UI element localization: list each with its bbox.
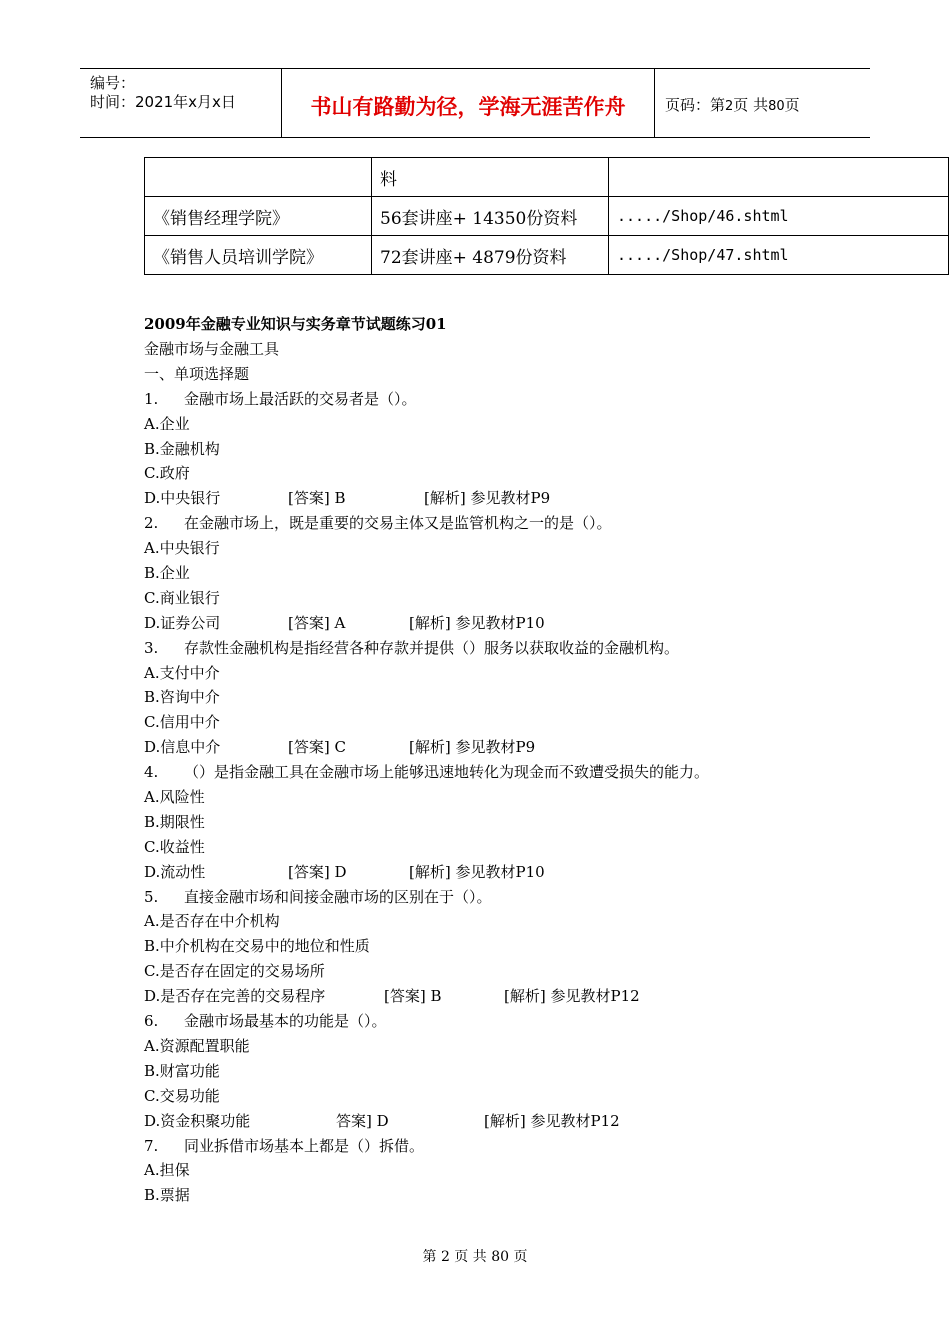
option: B.中介机构在交易中的地位和性质 xyxy=(144,937,370,956)
table-cell: 《销售经理学院》 xyxy=(145,197,372,236)
header-page-cell xyxy=(655,69,870,137)
section-title: 一、单项选择题 xyxy=(144,364,250,383)
answer: 答案] D xyxy=(336,1111,389,1130)
table-cell-link: ...../Shop/46.shtml xyxy=(609,197,949,236)
chapter-title: 金融市场与金融工具 xyxy=(144,340,280,358)
table-cell: 料 xyxy=(372,158,609,197)
question-text: 金融市场最基本的功能是（）。 xyxy=(184,1012,387,1031)
question xyxy=(144,636,904,661)
analysis: [解析] 参见教材P9 xyxy=(409,738,536,757)
option: A.风险性 xyxy=(144,788,205,807)
answer: [答案] B xyxy=(288,489,346,508)
analysis: [解析] 参见教材P10 xyxy=(409,862,545,881)
answer: [答案] C xyxy=(288,738,346,757)
question-number: 7. xyxy=(144,1136,159,1155)
question xyxy=(144,511,904,536)
option-with-answer xyxy=(144,611,904,636)
question-text: 金融市场上最活跃的交易者是（）。 xyxy=(184,389,417,408)
question-number: 5. xyxy=(144,887,159,906)
header-info-cell xyxy=(80,69,282,137)
header-motto-cell xyxy=(282,69,655,137)
option: B.咨询中介 xyxy=(144,688,220,707)
option: C.政府 xyxy=(144,464,190,483)
option: A.资源配置职能 xyxy=(144,1036,250,1055)
page-header xyxy=(80,68,870,138)
question xyxy=(144,1009,904,1034)
question-text: 直接金融市场和间接金融市场的区别在于（）。 xyxy=(184,887,492,906)
table-cell-link: ...../Shop/47.shtml xyxy=(609,236,949,275)
exam-title: 2009年金融专业知识与实务章节试题练习01 xyxy=(144,315,447,333)
question-number: 1. xyxy=(144,389,159,408)
table-cell xyxy=(609,158,949,197)
option: D.资金积聚功能 xyxy=(144,1111,251,1130)
option: A.支付中介 xyxy=(144,663,220,682)
option: D.信息中介 xyxy=(144,738,221,757)
answer: [答案] D xyxy=(288,862,347,881)
page-number: 页码：第2页 共80页 xyxy=(665,96,800,114)
option-with-answer xyxy=(144,486,904,511)
question-number: 4. xyxy=(144,763,159,782)
question-text: （）是指金融工具在金融市场上能够迅速地转化为现金而不致遭受损失的能力。 xyxy=(184,763,710,782)
question-number: 6. xyxy=(144,1012,159,1031)
answer: [答案] B xyxy=(384,987,442,1006)
table-cell: 72套讲座+ 4879份资料 xyxy=(372,236,609,275)
table-row xyxy=(145,158,949,197)
option-with-answer xyxy=(144,984,904,1009)
page-footer: 第 2 页 共 80 页 xyxy=(422,1249,528,1265)
option: D.证券公司 xyxy=(144,613,221,632)
option: C.交易功能 xyxy=(144,1086,220,1105)
table-row xyxy=(145,197,949,236)
analysis: [解析] 参见教材P10 xyxy=(409,613,545,632)
analysis: [解析] 参见教材P9 xyxy=(424,489,551,508)
resource-table xyxy=(144,157,949,275)
option: B.金融机构 xyxy=(144,439,220,458)
option: A.企业 xyxy=(144,414,190,433)
analysis: [解析] 参见教材P12 xyxy=(504,987,640,1006)
question xyxy=(144,760,904,785)
option: D.中央银行 xyxy=(144,489,221,508)
table-cell: 《销售人员培训学院》 xyxy=(145,236,372,275)
option: C.收益性 xyxy=(144,837,205,856)
question-text: 同业拆借市场基本上都是（）拆借。 xyxy=(184,1136,425,1155)
option-with-answer xyxy=(144,735,904,760)
option: C.商业银行 xyxy=(144,588,220,607)
question-text: 在金融市场上，既是重要的交易主体又是监管机构之一的是（）。 xyxy=(184,514,612,533)
question xyxy=(144,387,904,412)
question-number: 3. xyxy=(144,638,159,657)
table-cell xyxy=(145,158,372,197)
option: B.财富功能 xyxy=(144,1061,220,1080)
option: C.信用中介 xyxy=(144,713,220,732)
option-with-answer xyxy=(144,1109,904,1134)
question xyxy=(144,1134,904,1159)
table-cell: 56套讲座+ 14350份资料 xyxy=(372,197,609,236)
option: B.企业 xyxy=(144,564,190,583)
option: D.流动性 xyxy=(144,862,206,881)
question xyxy=(144,885,904,910)
motto: 书山有路勤为径，学海无涯苦作舟 xyxy=(310,95,626,119)
option: A.中央银行 xyxy=(144,539,220,558)
answer: [答案] A xyxy=(288,613,346,632)
question-number: 2. xyxy=(144,514,159,533)
table-row xyxy=(145,236,949,275)
option: D.是否存在完善的交易程序 xyxy=(144,987,326,1006)
option: A.担保 xyxy=(144,1161,190,1180)
option: B.票据 xyxy=(144,1186,190,1205)
exam-content xyxy=(144,312,904,1208)
number-label: 编号： xyxy=(90,74,136,92)
question-text: 存款性金融机构是指经营各种存款并提供（）服务以获取收益的金融机构。 xyxy=(184,638,680,657)
option: C.是否存在固定的交易场所 xyxy=(144,962,325,981)
option-with-answer xyxy=(144,860,904,885)
analysis: [解析] 参见教材P12 xyxy=(484,1111,620,1130)
option: B.期限性 xyxy=(144,812,205,831)
time-label: 时间：2021年x月x日 xyxy=(90,93,236,111)
option: A.是否存在中介机构 xyxy=(144,912,280,931)
